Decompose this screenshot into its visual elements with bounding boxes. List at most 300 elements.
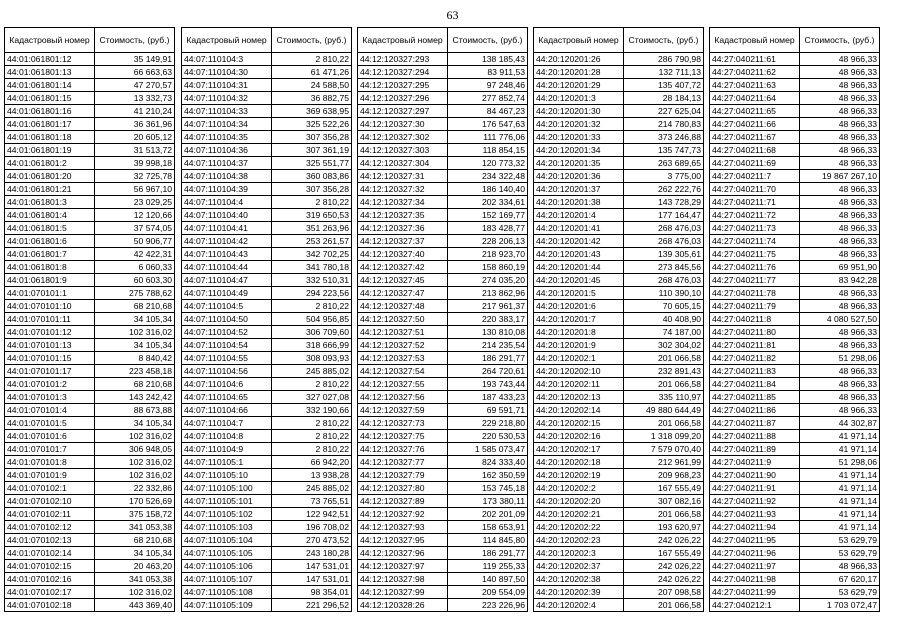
cadastral-number-cell: 44:07:110104:66 — [182, 404, 272, 417]
cost-cell: 48 966,33 — [800, 365, 880, 378]
cost-cell: 201 066,58 — [624, 508, 704, 521]
cadastral-number-cell: 44:20:120202:20 — [534, 495, 624, 508]
cadastral-number-cell: 44:12:120327:92 — [358, 508, 448, 521]
cadastral-number-cell: 44:01:070102:18 — [5, 599, 95, 612]
cost-cell: 37 574,05 — [95, 222, 175, 235]
table-row — [534, 456, 704, 469]
cadastral-number-cell: 44:27:040211:74 — [710, 235, 800, 248]
cadastral-number-cell: 44:01:070102:10 — [5, 495, 95, 508]
cadastral-number-cell: 44:07:110104:40 — [182, 209, 272, 222]
cadastral-number-cell: 44:01:070101:1 — [5, 287, 95, 300]
table-row — [534, 92, 704, 105]
table-row — [5, 469, 175, 482]
cost-cell: 41 971,14 — [800, 495, 880, 508]
cadastral-number-cell: 44:27:040211:77 — [710, 274, 800, 287]
cost-cell: 253 261,57 — [272, 235, 352, 248]
cost-cell: 83 911,53 — [448, 66, 528, 79]
cadastral-number-cell: 44:20:120201:41 — [534, 222, 624, 235]
cost-cell: 68 210,68 — [95, 378, 175, 391]
cost-cell: 306 709,60 — [272, 326, 352, 339]
cadastral-number-cell: 44:01:061801:7 — [5, 248, 95, 261]
cost-cell: 34 105,34 — [95, 547, 175, 560]
cadastral-number-cell: 44:01:061801:8 — [5, 261, 95, 274]
table-row — [710, 339, 880, 352]
table-row — [710, 469, 880, 482]
cadastral-number-cell: 44:07:110105:108 — [182, 586, 272, 599]
cadastral-number-cell: 44:27:040211:88 — [710, 430, 800, 443]
table-row — [5, 495, 175, 508]
cadastral-number-cell: 44:12:120327:76 — [358, 443, 448, 456]
column-header-cadastral: Кадастровый номер — [710, 28, 800, 53]
cadastral-number-cell: 44:01:070101:17 — [5, 365, 95, 378]
cadastral-number-cell: 44:07:110105:102 — [182, 508, 272, 521]
cadastral-number-cell: 44:07:110104:42 — [182, 235, 272, 248]
cadastral-number-cell: 44:07:110105:10 — [182, 469, 272, 482]
table-row — [182, 209, 352, 222]
cost-cell: 7 579 070,40 — [624, 443, 704, 456]
table-row — [182, 235, 352, 248]
cadastral-number-cell: 44:01:070102:16 — [5, 573, 95, 586]
cadastral-number-cell: 44:12:120327:302 — [358, 131, 448, 144]
cost-cell: 274 035,20 — [448, 274, 528, 287]
table-row — [534, 339, 704, 352]
cost-cell: 110 390,10 — [624, 287, 704, 300]
cost-cell: 177 164,47 — [624, 209, 704, 222]
table-row — [534, 261, 704, 274]
cadastral-number-cell: 44:20:120202:14 — [534, 404, 624, 417]
cadastral-number-cell: 44:01:070101:13 — [5, 339, 95, 352]
table-row — [5, 261, 175, 274]
table-row — [710, 222, 880, 235]
cost-cell: 66 942,20 — [272, 456, 352, 469]
table-row — [5, 378, 175, 391]
cost-cell: 1 585 073,47 — [448, 443, 528, 456]
cost-cell: 234 322,48 — [448, 170, 528, 183]
table-row — [358, 170, 528, 183]
cost-cell: 228 206,13 — [448, 235, 528, 248]
cadastral-number-cell: 44:01:070101:5 — [5, 417, 95, 430]
table-row — [534, 560, 704, 573]
cadastral-number-cell: 44:27:040211:89 — [710, 443, 800, 456]
cost-cell: 277 852,74 — [448, 92, 528, 105]
cadastral-number-cell: 44:01:070102:1 — [5, 482, 95, 495]
table-row — [710, 443, 880, 456]
table-row — [182, 183, 352, 196]
table-row — [5, 560, 175, 573]
table-row — [182, 417, 352, 430]
cadastral-number-cell: 44:27:040211:76 — [710, 261, 800, 274]
cost-cell: 19 867 267,10 — [800, 170, 880, 183]
cost-cell: 48 966,33 — [800, 391, 880, 404]
table-row — [358, 66, 528, 79]
table-row — [358, 417, 528, 430]
cadastral-number-cell: 44:20:120202:38 — [534, 573, 624, 586]
cost-cell: 327 027,08 — [272, 391, 352, 404]
cadastral-number-cell: 44:27:040211:7 — [710, 170, 800, 183]
cost-cell: 132 711,13 — [624, 66, 704, 79]
cost-cell: 147 531,01 — [272, 560, 352, 573]
cadastral-number-cell: 44:12:120327:48 — [358, 300, 448, 313]
cost-cell: 53 629,79 — [800, 586, 880, 599]
cost-cell: 102 316,02 — [95, 430, 175, 443]
column-header-cadastral: Кадастровый номер — [5, 28, 95, 53]
cost-cell: 152 169,77 — [448, 209, 528, 222]
table-row — [182, 391, 352, 404]
cost-cell: 98 354,01 — [272, 586, 352, 599]
cost-cell: 6 060,33 — [95, 261, 175, 274]
cost-cell: 307 356,28 — [272, 131, 352, 144]
cost-cell: 201 066,58 — [624, 599, 704, 612]
cost-cell: 143 728,29 — [624, 196, 704, 209]
cadastral-number-cell: 44:20:120201:34 — [534, 144, 624, 157]
table-row — [358, 586, 528, 599]
cadastral-number-cell: 44:20:120202:22 — [534, 521, 624, 534]
table-row — [358, 92, 528, 105]
table-row — [710, 144, 880, 157]
cost-cell: 47 270,57 — [95, 79, 175, 92]
column-header-cadastral: Кадастровый номер — [534, 28, 624, 53]
table-row — [710, 92, 880, 105]
cadastral-number-cell: 44:27:040211:87 — [710, 417, 800, 430]
cadastral-number-cell: 44:01:061801:4 — [5, 209, 95, 222]
table-row — [534, 118, 704, 131]
table-row — [182, 430, 352, 443]
table-row — [5, 534, 175, 547]
cadastral-number-cell: 44:12:120327:89 — [358, 495, 448, 508]
cost-cell: 102 316,02 — [95, 456, 175, 469]
cost-cell: 1 703 072,47 — [800, 599, 880, 612]
cadastral-number-cell: 44:27:040211:95 — [710, 534, 800, 547]
table-row — [534, 573, 704, 586]
table-row — [358, 508, 528, 521]
table-row — [182, 339, 352, 352]
cadastral-number-cell: 44:07:110104:32 — [182, 92, 272, 105]
table-row — [710, 209, 880, 222]
table-row — [182, 131, 352, 144]
cadastral-number-cell: 44:07:110104:47 — [182, 274, 272, 287]
cost-cell: 31 513,72 — [95, 144, 175, 157]
cadastral-number-cell: 44:01:061801:15 — [5, 92, 95, 105]
table-row — [358, 313, 528, 326]
cost-cell: 220 383,17 — [448, 313, 528, 326]
cadastral-number-cell: 44:07:110104:30 — [182, 66, 272, 79]
table-row — [5, 313, 175, 326]
cost-cell: 341 053,38 — [95, 573, 175, 586]
table-row — [710, 417, 880, 430]
cadastral-number-cell: 44:07:110104:39 — [182, 183, 272, 196]
cadastral-number-cell: 44:27:040211:82 — [710, 352, 800, 365]
cadastral-number-cell: 44:20:120201:4 — [534, 209, 624, 222]
column-header-cost: Стоимость, (руб.) — [272, 28, 352, 53]
table-row — [358, 443, 528, 456]
table-row — [5, 118, 175, 131]
cost-cell: 183 428,77 — [448, 222, 528, 235]
table-row — [182, 352, 352, 365]
table-row — [358, 274, 528, 287]
cadastral-number-cell: 44:12:120327:53 — [358, 352, 448, 365]
table-row — [5, 131, 175, 144]
cadastral-number-cell: 44:01:061801:14 — [5, 79, 95, 92]
table-row — [710, 521, 880, 534]
cadastral-number-cell: 44:07:110105:104 — [182, 534, 272, 547]
cadastral-number-cell: 44:20:120202:3 — [534, 547, 624, 560]
cost-cell: 223 226,96 — [448, 599, 528, 612]
column-header-cost: Стоимость, (руб.) — [95, 28, 175, 53]
table-row — [358, 157, 528, 170]
cost-cell: 48 966,33 — [800, 183, 880, 196]
cost-cell: 135 747,73 — [624, 144, 704, 157]
cadastral-number-cell: 44:01:061801:19 — [5, 144, 95, 157]
cadastral-number-cell: 44:07:110105:1 — [182, 456, 272, 469]
cost-cell: 13 938,28 — [272, 469, 352, 482]
cost-cell: 39 998,18 — [95, 157, 175, 170]
cost-cell: 48 966,33 — [800, 326, 880, 339]
cost-cell: 22 332,86 — [95, 482, 175, 495]
cost-cell: 102 316,02 — [95, 586, 175, 599]
cost-cell: 130 810,08 — [448, 326, 528, 339]
table-row — [710, 495, 880, 508]
cost-cell: 242 026,22 — [624, 534, 704, 547]
table-row — [358, 105, 528, 118]
table-row — [358, 430, 528, 443]
column-header-cadastral: Кадастровый номер — [182, 28, 272, 53]
cost-cell: 74 187,00 — [624, 326, 704, 339]
cadastral-number-cell: 44:07:110105:109 — [182, 599, 272, 612]
table-row — [5, 222, 175, 235]
cadastral-number-cell: 44:07:110104:8 — [182, 430, 272, 443]
table-row — [5, 79, 175, 92]
cadastral-number-cell: 44:20:120201:43 — [534, 248, 624, 261]
cadastral-number-cell: 44:20:120202:18 — [534, 456, 624, 469]
table-row — [710, 300, 880, 313]
table-row — [710, 547, 880, 560]
table-row — [710, 391, 880, 404]
table-row — [710, 248, 880, 261]
table-row — [710, 573, 880, 586]
cost-cell: 2 810,22 — [272, 300, 352, 313]
cost-cell: 49 880 644,49 — [624, 404, 704, 417]
cadastral-number-cell: 44:07:110104:9 — [182, 443, 272, 456]
cost-cell: 308 093,93 — [272, 352, 352, 365]
cost-cell: 48 966,33 — [800, 118, 880, 131]
cost-cell: 41 971,14 — [800, 469, 880, 482]
table-row — [5, 430, 175, 443]
table-row — [5, 183, 175, 196]
cadastral-number-cell: 44:07:110104:31 — [182, 79, 272, 92]
cost-cell: 48 966,33 — [800, 209, 880, 222]
cost-cell: 307 361,19 — [272, 144, 352, 157]
cadastral-number-cell: 44:12:120327:45 — [358, 274, 448, 287]
table-row — [5, 391, 175, 404]
cadastral-number-cell: 44:01:070102:14 — [5, 547, 95, 560]
cost-cell: 341 053,38 — [95, 521, 175, 534]
cost-cell: 341 780,18 — [272, 261, 352, 274]
cost-cell: 84 467,23 — [448, 105, 528, 118]
table-row — [5, 352, 175, 365]
table-row — [182, 274, 352, 287]
cost-cell: 223 458,18 — [95, 365, 175, 378]
cadastral-number-cell: 44:01:061801:9 — [5, 274, 95, 287]
cost-cell: 245 885,02 — [272, 365, 352, 378]
cadastral-number-cell: 44:27:040211:63 — [710, 79, 800, 92]
cost-cell: 139 305,61 — [624, 248, 704, 261]
table-row — [710, 482, 880, 495]
cost-cell: 135 407,72 — [624, 79, 704, 92]
cost-cell: 119 255,33 — [448, 560, 528, 573]
cost-cell: 68 210,68 — [95, 300, 175, 313]
table-row — [182, 560, 352, 573]
cadastral-number-cell: 44:20:120202:21 — [534, 508, 624, 521]
cost-cell: 97 248,46 — [448, 79, 528, 92]
table-row — [534, 209, 704, 222]
registry-table-4 — [533, 27, 704, 612]
cadastral-number-cell: 44:27:040211:98 — [710, 573, 800, 586]
table-row — [5, 274, 175, 287]
cadastral-number-cell: 44:27:040211:66 — [710, 118, 800, 131]
column-header-cost: Стоимость, (руб.) — [624, 28, 704, 53]
cost-cell: 217 961,37 — [448, 300, 528, 313]
cadastral-number-cell: 44:27:040211:71 — [710, 196, 800, 209]
table-row — [182, 404, 352, 417]
cadastral-number-cell: 44:20:120202:11 — [534, 378, 624, 391]
cost-cell: 36 361,96 — [95, 118, 175, 131]
table-row — [534, 417, 704, 430]
table-row — [358, 521, 528, 534]
cadastral-number-cell: 44:20:120201:5 — [534, 287, 624, 300]
cost-cell: 332 190,66 — [272, 404, 352, 417]
table-row — [710, 79, 880, 92]
cost-cell: 162 350,59 — [448, 469, 528, 482]
cost-cell: 41 971,14 — [800, 430, 880, 443]
table-row — [710, 66, 880, 79]
cost-cell: 273 845,56 — [624, 261, 704, 274]
cadastral-number-cell: 44:27:040211:69 — [710, 157, 800, 170]
cadastral-number-cell: 44:12:120327:303 — [358, 144, 448, 157]
cost-cell: 48 966,33 — [800, 222, 880, 235]
table-row — [182, 79, 352, 92]
table-row — [182, 495, 352, 508]
table-row — [182, 599, 352, 612]
table-row — [534, 183, 704, 196]
cadastral-number-cell: 44:20:120201:32 — [534, 118, 624, 131]
table-row — [5, 456, 175, 469]
cost-cell: 48 966,33 — [800, 287, 880, 300]
cost-cell: 319 650,53 — [272, 209, 352, 222]
table-row — [710, 430, 880, 443]
cost-cell: 69 591,71 — [448, 404, 528, 417]
table-row — [534, 430, 704, 443]
cadastral-number-cell: 44:20:120201:44 — [534, 261, 624, 274]
cadastral-number-cell: 44:07:110105:103 — [182, 521, 272, 534]
cost-cell: 207 098,58 — [624, 586, 704, 599]
table-row — [358, 261, 528, 274]
table-row — [710, 170, 880, 183]
cadastral-number-cell: 44:27:040211:70 — [710, 183, 800, 196]
cost-cell: 369 638,95 — [272, 105, 352, 118]
cadastral-number-cell: 44:12:120327:99 — [358, 586, 448, 599]
cost-cell: 48 966,33 — [800, 339, 880, 352]
cadastral-number-cell: 44:01:070102:17 — [5, 586, 95, 599]
cost-cell: 140 897,50 — [448, 573, 528, 586]
cost-cell: 227 625,04 — [624, 105, 704, 118]
cadastral-number-cell: 44:07:110104:36 — [182, 144, 272, 157]
table-row — [534, 53, 704, 66]
cadastral-number-cell: 44:27:040211:78 — [710, 287, 800, 300]
cadastral-number-cell: 44:12:120327:54 — [358, 365, 448, 378]
cadastral-number-cell: 44:07:110105:106 — [182, 560, 272, 573]
cost-cell: 48 966,33 — [800, 235, 880, 248]
table-row — [358, 599, 528, 612]
cadastral-number-cell: 44:01:070102:15 — [5, 560, 95, 573]
cadastral-number-cell: 44:12:120327:34 — [358, 196, 448, 209]
table-row — [358, 547, 528, 560]
table-row — [5, 209, 175, 222]
cost-cell: 50 906,77 — [95, 235, 175, 248]
cadastral-number-cell: 44:12:120327:56 — [358, 391, 448, 404]
table-row — [358, 365, 528, 378]
table-row — [358, 404, 528, 417]
cost-cell: 48 966,33 — [800, 92, 880, 105]
cadastral-number-cell: 44:12:120327:52 — [358, 339, 448, 352]
cost-cell: 187 433,23 — [448, 391, 528, 404]
cadastral-number-cell: 44:27:040211:86 — [710, 404, 800, 417]
table-row — [534, 170, 704, 183]
cost-cell: 170 526,69 — [95, 495, 175, 508]
cost-cell: 218 923,70 — [448, 248, 528, 261]
cost-cell: 34 105,34 — [95, 313, 175, 326]
cost-cell: 193 620,97 — [624, 521, 704, 534]
table-row — [710, 196, 880, 209]
table-row — [358, 482, 528, 495]
cost-cell: 268 476,03 — [624, 222, 704, 235]
table-row — [534, 586, 704, 599]
cadastral-number-cell: 44:12:120327:31 — [358, 170, 448, 183]
cadastral-number-cell: 44:12:120327:47 — [358, 287, 448, 300]
table-row — [358, 391, 528, 404]
table-row — [182, 508, 352, 521]
cost-cell: 360 083,86 — [272, 170, 352, 183]
table-row — [358, 352, 528, 365]
cadastral-number-cell: 44:27:040211:62 — [710, 66, 800, 79]
table-row — [710, 157, 880, 170]
table-row — [182, 326, 352, 339]
page-number: 63 — [446, 8, 459, 22]
cost-cell: 60 603,30 — [95, 274, 175, 287]
cadastral-number-cell: 44:01:070102:12 — [5, 521, 95, 534]
cost-cell: 306 948,05 — [95, 443, 175, 456]
cost-cell: 2 810,22 — [272, 443, 352, 456]
table-row — [5, 521, 175, 534]
cost-cell: 41 971,14 — [800, 508, 880, 521]
column-header-cost: Стоимость, (руб.) — [448, 28, 528, 53]
cadastral-number-cell: 44:01:070101:4 — [5, 404, 95, 417]
table-row — [358, 300, 528, 313]
cost-cell: 34 105,34 — [95, 417, 175, 430]
table-row — [5, 573, 175, 586]
table-row — [5, 443, 175, 456]
cost-cell: 41 971,14 — [800, 521, 880, 534]
table-row — [358, 339, 528, 352]
table-row — [710, 365, 880, 378]
table-row — [5, 300, 175, 313]
table-row — [534, 391, 704, 404]
table-row — [534, 599, 704, 612]
cadastral-number-cell: 44:20:120202:4 — [534, 599, 624, 612]
cadastral-number-cell: 44:01:061801:16 — [5, 105, 95, 118]
cadastral-number-cell: 44:12:120327:98 — [358, 573, 448, 586]
cadastral-number-cell: 44:07:110104:56 — [182, 365, 272, 378]
cadastral-number-cell: 44:01:070102:11 — [5, 508, 95, 521]
